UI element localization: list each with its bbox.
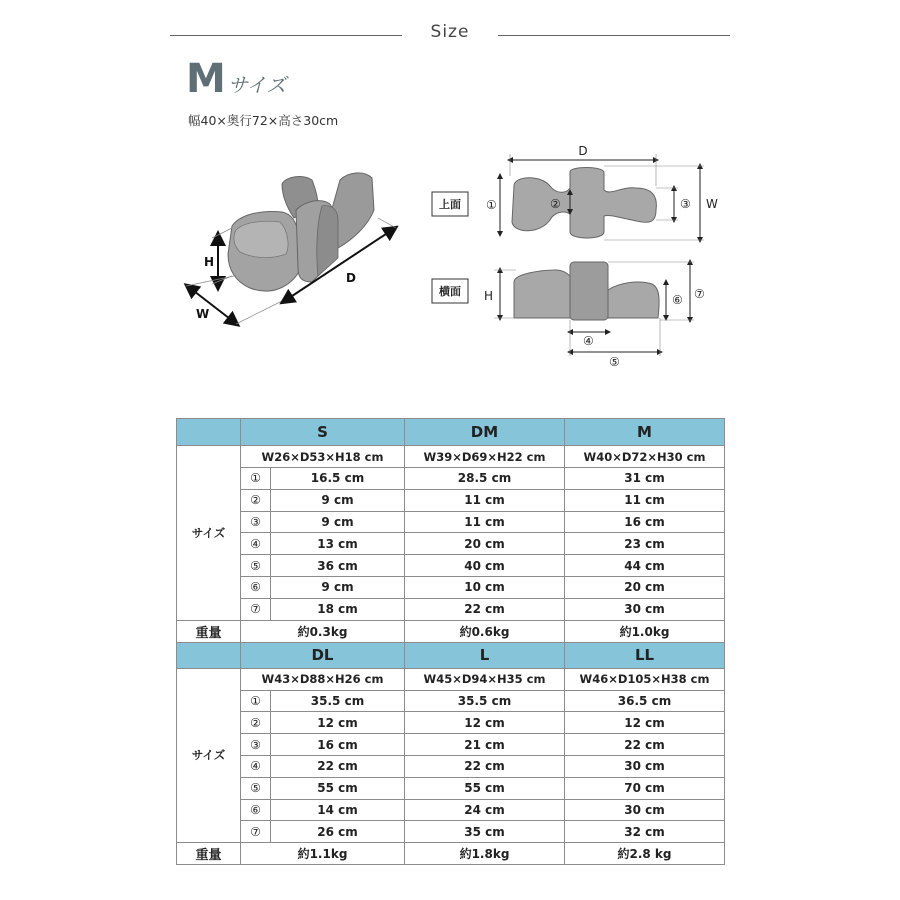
value-cell: 12 cm [271, 712, 405, 734]
size-row-label: サイズ [177, 446, 241, 621]
svg-text:W: W [706, 197, 718, 211]
svg-text:③: ③ [680, 197, 691, 211]
value-cell: 28.5 cm [405, 468, 565, 490]
w-label: W [196, 307, 210, 321]
dims-cell: W45×D94×H35 cm [405, 668, 565, 690]
value-cell: 16 cm [271, 734, 405, 756]
value-cell: 18 cm [271, 598, 405, 620]
value-cell: 11 cm [405, 511, 565, 533]
model-header: LL [565, 642, 725, 668]
value-cell: 24 cm [405, 799, 565, 821]
weight-cell: 約1.1kg [241, 843, 405, 865]
value-cell: 22 cm [405, 755, 565, 777]
model-header: L [405, 642, 565, 668]
value-cell: 21 cm [405, 734, 565, 756]
model-header: M [565, 419, 725, 446]
row-number: ③ [241, 734, 271, 756]
value-cell: 12 cm [565, 712, 725, 734]
row-number: ② [241, 489, 271, 511]
value-cell: 10 cm [405, 576, 565, 598]
value-cell: 44 cm [565, 555, 725, 577]
value-cell: 14 cm [271, 799, 405, 821]
row-number: ② [241, 712, 271, 734]
svg-text:H: H [484, 289, 494, 303]
value-cell: 26 cm [271, 821, 405, 843]
value-cell: 16.5 cm [271, 468, 405, 490]
model-dimensions: 幅40×奥行72×高さ30cm [188, 113, 339, 128]
header-blank [177, 642, 241, 668]
dims-cell: W46×D105×H38 cm [565, 668, 725, 690]
value-cell: 70 cm [565, 777, 725, 799]
model-name: M [186, 56, 226, 102]
dims-cell: W40×D72×H30 cm [565, 446, 725, 468]
value-cell: 9 cm [271, 511, 405, 533]
value-cell: 22 cm [565, 734, 725, 756]
row-number: ① [241, 468, 271, 490]
row-number: ⑤ [241, 777, 271, 799]
value-cell: 30 cm [565, 755, 725, 777]
row-number: ③ [241, 511, 271, 533]
section-title: Size [430, 22, 470, 42]
size-row-label: サイズ [177, 668, 241, 843]
top-view-label: 上面 [439, 198, 461, 211]
value-cell: 11 cm [405, 489, 565, 511]
svg-text:⑤: ⑤ [609, 355, 620, 369]
row-number: ④ [241, 533, 271, 555]
h-label: H [204, 255, 215, 269]
value-cell: 36 cm [271, 555, 405, 577]
header-blank [177, 419, 241, 446]
value-cell: 9 cm [271, 489, 405, 511]
side-view-label: 横面 [439, 285, 461, 298]
value-cell: 20 cm [405, 533, 565, 555]
weight-cell: 約0.6kg [405, 620, 565, 642]
value-cell: 35 cm [405, 821, 565, 843]
dims-cell: W26×D53×H18 cm [241, 446, 405, 468]
value-cell: 36.5 cm [565, 690, 725, 712]
svg-text:①: ① [486, 198, 497, 212]
svg-text:②: ② [550, 197, 561, 211]
row-number: ⑦ [241, 821, 271, 843]
weight-cell: 約0.3kg [241, 620, 405, 642]
row-number: ⑤ [241, 555, 271, 577]
row-number: ⑦ [241, 598, 271, 620]
model-suffix: サイズ [227, 73, 287, 97]
value-cell: 12 cm [405, 712, 565, 734]
model-header: S [241, 419, 405, 446]
weight-cell: 約2.8 kg [565, 843, 725, 865]
row-number: ⑥ [241, 576, 271, 598]
value-cell: 30 cm [565, 799, 725, 821]
value-cell: 40 cm [405, 555, 565, 577]
group-1 [177, 419, 725, 643]
group-2 [177, 642, 725, 865]
value-cell: 13 cm [271, 533, 405, 555]
value-cell: 35.5 cm [271, 690, 405, 712]
value-cell: 35.5 cm [405, 690, 565, 712]
dims-cell: W39×D69×H22 cm [405, 446, 565, 468]
weight-row-label: 重量 [177, 843, 241, 865]
svg-text:④: ④ [583, 334, 594, 348]
value-cell: 55 cm [271, 777, 405, 799]
model-header: DL [241, 642, 405, 668]
value-cell: 20 cm [565, 576, 725, 598]
value-cell: 22 cm [405, 598, 565, 620]
top-view [432, 144, 718, 240]
weight-row-label: 重量 [177, 620, 241, 642]
weight-cell: 約1.0kg [565, 620, 725, 642]
dims-cell: W43×D88×H26 cm [241, 668, 405, 690]
value-cell: 16 cm [565, 511, 725, 533]
value-cell: 23 cm [565, 533, 725, 555]
weight-cell: 約1.8kg [405, 843, 565, 865]
value-cell: 31 cm [565, 468, 725, 490]
size-spec-table [176, 418, 725, 865]
model-header: DM [405, 419, 565, 446]
value-cell: 30 cm [565, 598, 725, 620]
value-cell: 22 cm [271, 755, 405, 777]
value-cell: 55 cm [405, 777, 565, 799]
value-cell: 11 cm [565, 489, 725, 511]
svg-text:⑦: ⑦ [694, 287, 705, 301]
value-cell: 32 cm [565, 821, 725, 843]
svg-text:D: D [578, 144, 588, 158]
side-view [432, 262, 705, 369]
product-illustration [0, 0, 900, 400]
row-number: ④ [241, 755, 271, 777]
d-label: D [346, 271, 356, 285]
row-number: ⑥ [241, 799, 271, 821]
svg-text:⑥: ⑥ [672, 293, 683, 307]
value-cell: 9 cm [271, 576, 405, 598]
row-number: ① [241, 690, 271, 712]
